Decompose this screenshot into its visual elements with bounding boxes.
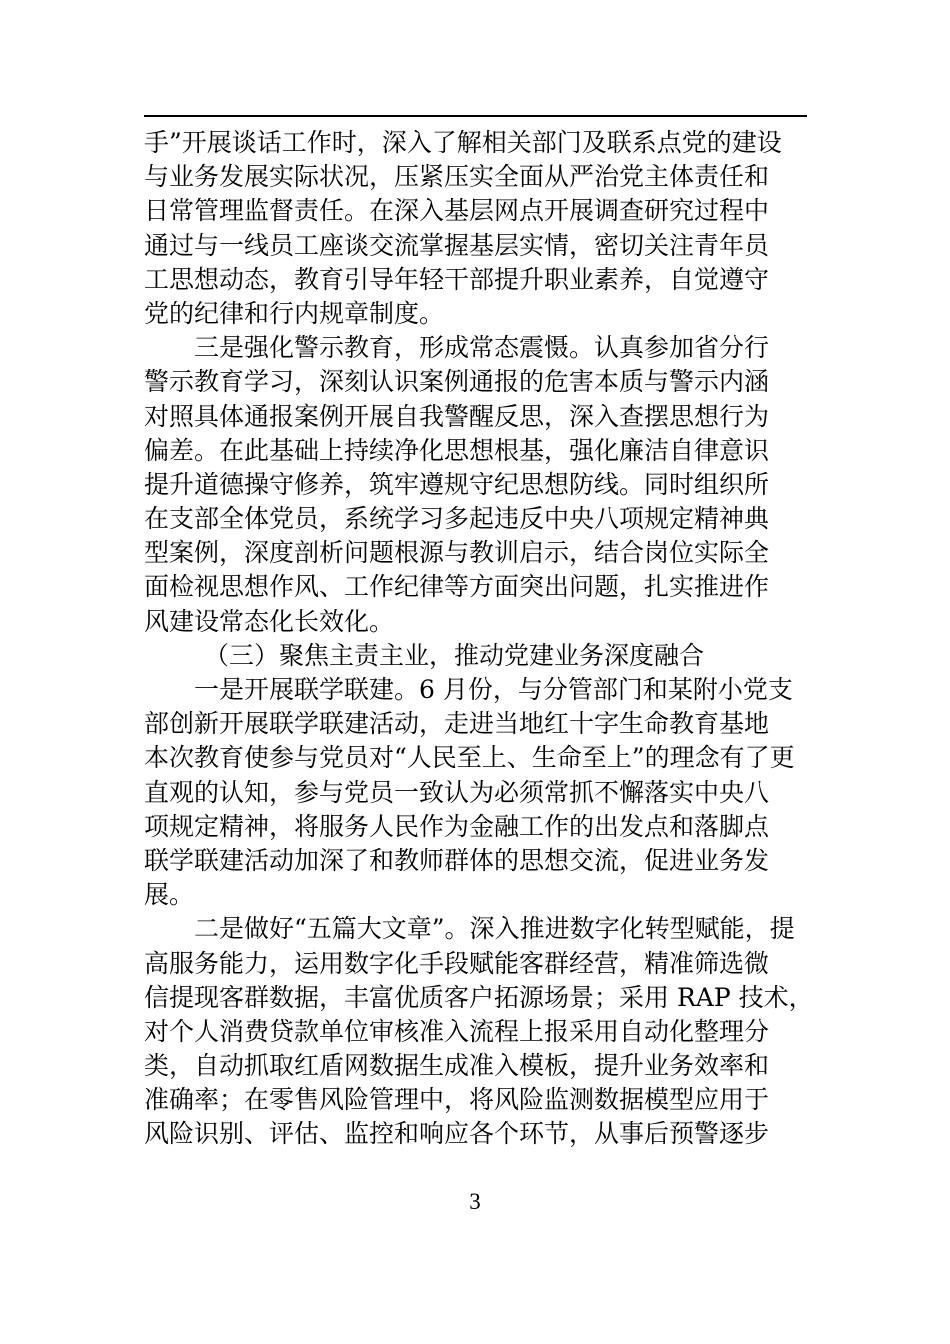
text-line: 展。: [144, 880, 195, 910]
text-line: 手”开展谈话工作时，深入了解相关部门及联系点党的建设: [144, 128, 782, 157]
section-heading: （三）聚焦主责主业，推动党建业务深度融合: [204, 640, 705, 670]
text-line: 本次教育使参与党员对“人民至上、生命至上”的理念有了更: [144, 743, 795, 773]
text-line: 警示教育学习，深刻认识案例通报的危害本质与警示内涵: [144, 367, 770, 397]
text-line: 党的纪律和行内规章制度。: [144, 298, 445, 328]
text-line: 面检视思想作风、工作纪律等方面突出问题，扎实推进作: [144, 572, 770, 602]
text-line: 偏差。在此基础上持续净化思想根基，强化廉洁自律意识: [144, 435, 770, 465]
text-line: 型案例，深度剖析问题根源与教训启示，结合岗位实际全: [144, 538, 770, 568]
text-line: 高服务能力，运用数字化手段赋能客群经营，精准筛选微: [144, 948, 770, 978]
text-line: 直观的认知，参与党员一致认为必须常抓不懈落实中央八: [144, 777, 770, 807]
text-line: 风险识别、评估、监控和响应各个环节，从事后预警逐步: [144, 1119, 770, 1149]
text-line: 对个人消费贷款单位审核准入流程上报采用自动化整理分: [144, 1016, 770, 1046]
paragraph-start-line: 三是强化警示教育，形成常态震慑。认真参加省分行: [194, 333, 770, 363]
text-line: 风建设常态化长效化。: [144, 606, 395, 636]
text-line: 工思想动态，教育引导年轻干部提升职业素养，自觉遵守: [144, 264, 770, 294]
text-line: 准确率；在零售风险管理中，将风险监测数据模型应用于: [144, 1085, 770, 1115]
page-number: 3: [469, 1189, 481, 1214]
text-line: 部创新开展联学联建活动，走进当地红十字生命教育基地: [144, 709, 770, 739]
paragraph-start-line: 一是开展联学联建。6 月份，与分管部门和某附小党支: [194, 675, 793, 704]
text-line: 提升道德操守修养，筑牢遵规守纪思想防线。同时组织所: [144, 469, 770, 499]
paragraph-start-line: 二是做好“五篇大文章”。深入推进数字化转型赋能，提: [194, 914, 795, 944]
text-line: 联学联建活动加深了和教师群体的思想交流，促进业务发: [144, 845, 770, 875]
text-line: 与业务发展实际状况，压紧压实全面从严治党主体责任和: [144, 162, 770, 192]
text-line: 在支部全体党员，系统学习多起违反中央八项规定精神典: [144, 504, 770, 534]
text-line: 日常管理监督责任。在深入基层网点开展调查研究过程中: [144, 196, 770, 226]
text-line: 对照具体通报案例开展自我警醒反思，深入查摆思想行为: [144, 401, 770, 431]
body-text: [144, 126, 814, 1152]
text-line: 信提现客群数据，丰富优质客户拓源场景；采用 RAP 技术，: [144, 982, 814, 1012]
text-line: 通过与一线员工座谈交流掌握基层实情，密切关注青年员: [144, 230, 770, 260]
text-line: 类，自动抓取红盾网数据生成准入模板，提升业务效率和: [144, 1051, 770, 1081]
text-line: 项规定精神，将服务人民作为金融工作的出发点和落脚点: [144, 811, 770, 841]
header-rule: [144, 115, 807, 117]
